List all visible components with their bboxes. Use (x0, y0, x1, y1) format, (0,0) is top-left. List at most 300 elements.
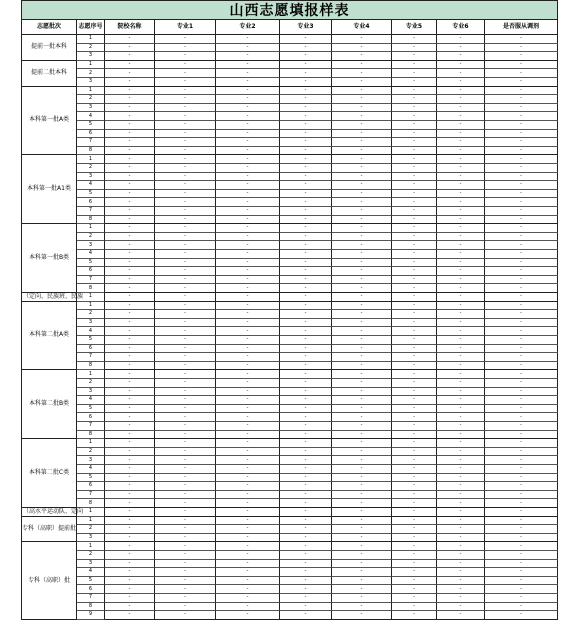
empty-cell: - (485, 241, 558, 250)
empty-cell: - (155, 362, 216, 371)
empty-cell: - (155, 44, 216, 53)
empty-cell: - (437, 370, 485, 379)
empty-cell: - (105, 138, 155, 147)
empty-cell: - (485, 560, 558, 569)
choice-number: 4 (77, 396, 105, 405)
choice-number: 3 (77, 456, 105, 465)
empty-cell: - (332, 422, 392, 431)
choice-number: 7 (77, 594, 105, 603)
empty-cell: - (485, 362, 558, 371)
empty-cell: - (392, 594, 437, 603)
empty-cell: - (332, 155, 392, 164)
choice-number: 7 (77, 422, 105, 431)
empty-cell: - (280, 551, 332, 560)
empty-cell: - (392, 155, 437, 164)
empty-cell: - (437, 241, 485, 250)
empty-cell: - (216, 482, 280, 491)
empty-cell: - (216, 224, 280, 233)
empty-cell: - (280, 44, 332, 53)
empty-cell: - (280, 499, 332, 508)
empty-cell: - (332, 250, 392, 259)
column-header: 专业4 (332, 20, 392, 35)
empty-cell: - (392, 405, 437, 414)
empty-cell: - (105, 439, 155, 448)
empty-cell: - (155, 69, 216, 78)
choice-number: 6 (77, 345, 105, 354)
empty-cell: - (216, 61, 280, 70)
empty-cell: - (216, 560, 280, 569)
empty-cell: - (485, 542, 558, 551)
choice-number: 3 (77, 388, 105, 397)
empty-cell: - (105, 276, 155, 285)
choice-number: 7 (77, 491, 105, 500)
empty-cell: - (485, 327, 558, 336)
empty-cell: - (392, 603, 437, 612)
empty-cell: - (437, 233, 485, 242)
empty-cell: - (155, 138, 216, 147)
empty-cell: - (332, 224, 392, 233)
empty-cell: - (216, 345, 280, 354)
empty-cell: - (392, 61, 437, 70)
empty-cell: - (280, 233, 332, 242)
empty-cell: - (280, 293, 332, 302)
empty-cell: - (485, 431, 558, 440)
empty-cell: - (392, 525, 437, 534)
empty-cell: - (155, 52, 216, 61)
empty-cell: - (332, 405, 392, 414)
empty-cell: - (485, 276, 558, 285)
empty-cell: - (332, 362, 392, 371)
empty-cell: - (332, 259, 392, 268)
empty-cell: - (392, 534, 437, 543)
empty-cell: - (216, 594, 280, 603)
empty-cell: - (105, 310, 155, 319)
column-header: 专业5 (392, 20, 437, 35)
empty-cell: - (155, 396, 216, 405)
empty-cell: - (216, 293, 280, 302)
column-header: 专业2 (216, 20, 280, 35)
empty-cell: - (216, 379, 280, 388)
empty-cell: - (485, 138, 558, 147)
choice-number: 5 (77, 190, 105, 199)
empty-cell: - (392, 173, 437, 182)
choice-number: 1 (77, 542, 105, 551)
empty-cell: - (392, 585, 437, 594)
empty-cell: - (155, 439, 216, 448)
empty-cell: - (105, 379, 155, 388)
empty-cell: - (437, 448, 485, 457)
choice-number: 5 (77, 474, 105, 483)
choice-number: 6 (77, 585, 105, 594)
empty-cell: - (392, 439, 437, 448)
empty-cell: - (216, 302, 280, 311)
empty-cell: - (485, 112, 558, 121)
empty-cell: - (155, 517, 216, 526)
empty-cell: - (216, 319, 280, 328)
empty-cell: - (437, 310, 485, 319)
empty-cell: - (155, 35, 216, 44)
empty-cell: - (437, 499, 485, 508)
empty-cell: - (216, 577, 280, 586)
empty-cell: - (437, 568, 485, 577)
empty-cell: - (280, 78, 332, 87)
empty-cell: - (105, 431, 155, 440)
empty-cell: - (392, 207, 437, 216)
empty-cell: - (485, 207, 558, 216)
empty-cell: - (485, 534, 558, 543)
empty-cell: - (216, 190, 280, 199)
empty-cell: - (485, 396, 558, 405)
empty-cell: - (155, 431, 216, 440)
batch-label: 本科第二批C类 (21, 439, 77, 508)
empty-cell: - (437, 577, 485, 586)
empty-cell: - (280, 216, 332, 225)
batch-label: 本科第一批B类 (21, 224, 77, 293)
empty-cell: - (280, 474, 332, 483)
empty-cell: - (332, 69, 392, 78)
empty-cell: - (485, 224, 558, 233)
empty-cell: - (332, 379, 392, 388)
empty-cell: - (392, 560, 437, 569)
empty-cell: - (392, 422, 437, 431)
empty-cell: - (437, 525, 485, 534)
empty-cell: - (280, 190, 332, 199)
empty-cell: - (485, 439, 558, 448)
empty-cell: - (392, 388, 437, 397)
empty-cell: - (485, 603, 558, 612)
empty-cell: - (155, 422, 216, 431)
empty-cell: - (437, 78, 485, 87)
empty-cell: - (216, 112, 280, 121)
empty-cell: - (332, 551, 392, 560)
empty-cell: - (485, 198, 558, 207)
empty-cell: - (105, 198, 155, 207)
choice-number: 3 (77, 560, 105, 569)
empty-cell: - (437, 224, 485, 233)
empty-cell: - (280, 585, 332, 594)
empty-cell: - (216, 448, 280, 457)
empty-cell: - (392, 465, 437, 474)
empty-cell: - (155, 216, 216, 225)
empty-cell: - (280, 284, 332, 293)
empty-cell: - (392, 233, 437, 242)
empty-cell: - (105, 78, 155, 87)
choice-number: 1 (77, 293, 105, 302)
empty-cell: - (105, 293, 155, 302)
empty-cell: - (155, 147, 216, 156)
empty-cell: - (155, 534, 216, 543)
choice-number: 1 (77, 155, 105, 164)
empty-cell: - (280, 241, 332, 250)
choice-number: 8 (77, 284, 105, 293)
empty-cell: - (105, 164, 155, 173)
batch-label: 本科第二批A类 (21, 302, 77, 371)
empty-cell: - (155, 611, 216, 620)
batch-label: 提前一批本科 (21, 35, 77, 61)
empty-cell: - (155, 370, 216, 379)
empty-cell: - (332, 138, 392, 147)
empty-cell: - (437, 284, 485, 293)
empty-cell: - (332, 611, 392, 620)
batch-label: 专科（高职）提前批 (21, 517, 77, 543)
empty-cell: - (216, 233, 280, 242)
empty-cell: - (280, 482, 332, 491)
choice-number: 3 (77, 173, 105, 182)
choice-number: 5 (77, 121, 105, 130)
empty-cell: - (437, 190, 485, 199)
empty-cell: - (485, 155, 558, 164)
empty-cell: - (392, 431, 437, 440)
empty-cell: - (280, 379, 332, 388)
empty-cell: - (332, 396, 392, 405)
choice-number: 9 (77, 611, 105, 620)
empty-cell: - (105, 603, 155, 612)
empty-cell: - (392, 542, 437, 551)
empty-cell: - (280, 138, 332, 147)
empty-cell: - (485, 216, 558, 225)
empty-cell: - (437, 155, 485, 164)
empty-cell: - (155, 474, 216, 483)
empty-cell: - (155, 499, 216, 508)
empty-cell: - (280, 353, 332, 362)
empty-cell: - (392, 482, 437, 491)
empty-cell: - (155, 379, 216, 388)
empty-cell: - (216, 456, 280, 465)
choice-number: 8 (77, 603, 105, 612)
empty-cell: - (216, 525, 280, 534)
empty-cell: - (332, 542, 392, 551)
choice-number: 1 (77, 87, 105, 96)
empty-cell: - (280, 310, 332, 319)
empty-cell: - (485, 250, 558, 259)
empty-cell: - (280, 560, 332, 569)
empty-cell: - (437, 345, 485, 354)
empty-cell: - (105, 560, 155, 569)
choice-number: 1 (77, 439, 105, 448)
empty-cell: - (392, 216, 437, 225)
empty-cell: - (105, 568, 155, 577)
empty-cell: - (437, 534, 485, 543)
empty-cell: - (392, 345, 437, 354)
choice-number: 7 (77, 353, 105, 362)
empty-cell: - (332, 560, 392, 569)
empty-cell: - (437, 327, 485, 336)
empty-cell: - (332, 302, 392, 311)
empty-cell: - (485, 482, 558, 491)
empty-cell: - (280, 345, 332, 354)
empty-cell: - (105, 456, 155, 465)
empty-cell: - (485, 474, 558, 483)
empty-cell: - (155, 310, 216, 319)
empty-cell: - (485, 345, 558, 354)
empty-cell: - (332, 319, 392, 328)
empty-cell: - (216, 276, 280, 285)
choice-number: 2 (77, 379, 105, 388)
empty-cell: - (392, 293, 437, 302)
choice-number: 3 (77, 319, 105, 328)
empty-cell: - (485, 302, 558, 311)
empty-cell: - (280, 534, 332, 543)
empty-cell: - (155, 560, 216, 569)
empty-cell: - (105, 95, 155, 104)
empty-cell: - (485, 594, 558, 603)
empty-cell: - (105, 112, 155, 121)
empty-cell: - (280, 594, 332, 603)
empty-cell: - (392, 491, 437, 500)
empty-cell: - (437, 198, 485, 207)
empty-cell: - (216, 517, 280, 526)
empty-cell: - (332, 353, 392, 362)
empty-cell: - (485, 44, 558, 53)
empty-cell: - (216, 603, 280, 612)
empty-cell: - (105, 87, 155, 96)
empty-cell: - (105, 52, 155, 61)
empty-cell: - (437, 413, 485, 422)
empty-cell: - (280, 130, 332, 139)
empty-cell: - (216, 396, 280, 405)
empty-cell: - (485, 95, 558, 104)
choice-number: 1 (77, 370, 105, 379)
empty-cell: - (155, 241, 216, 250)
empty-cell: - (155, 190, 216, 199)
empty-cell: - (485, 611, 558, 620)
empty-cell: - (105, 534, 155, 543)
empty-cell: - (392, 130, 437, 139)
empty-cell: - (485, 551, 558, 560)
empty-cell: - (155, 482, 216, 491)
empty-cell: - (437, 95, 485, 104)
empty-cell: - (332, 233, 392, 242)
empty-cell: - (392, 319, 437, 328)
empty-cell: - (332, 164, 392, 173)
empty-cell: - (216, 104, 280, 113)
empty-cell: - (485, 413, 558, 422)
empty-cell: - (437, 61, 485, 70)
empty-cell: - (155, 465, 216, 474)
choice-number: 1 (77, 517, 105, 526)
empty-cell: - (485, 525, 558, 534)
empty-cell: - (332, 198, 392, 207)
choice-number: 2 (77, 310, 105, 319)
empty-cell: - (332, 147, 392, 156)
empty-cell: - (216, 611, 280, 620)
empty-cell: - (105, 190, 155, 199)
empty-cell: - (105, 508, 155, 517)
empty-cell: - (280, 517, 332, 526)
empty-cell: - (155, 104, 216, 113)
empty-cell: - (392, 87, 437, 96)
empty-cell: - (437, 482, 485, 491)
empty-cell: - (105, 448, 155, 457)
empty-cell: - (105, 259, 155, 268)
empty-cell: - (216, 52, 280, 61)
empty-cell: - (437, 164, 485, 173)
empty-cell: - (332, 465, 392, 474)
empty-cell: - (155, 61, 216, 70)
empty-cell: - (105, 345, 155, 354)
empty-cell: - (155, 293, 216, 302)
empty-cell: - (280, 508, 332, 517)
empty-cell: - (332, 439, 392, 448)
empty-cell: - (105, 362, 155, 371)
empty-cell: - (485, 267, 558, 276)
empty-cell: - (216, 465, 280, 474)
empty-cell: - (437, 353, 485, 362)
empty-cell: - (216, 250, 280, 259)
column-header: 志愿序号 (77, 20, 105, 35)
empty-cell: - (155, 78, 216, 87)
choice-number: 2 (77, 233, 105, 242)
empty-cell: - (485, 233, 558, 242)
empty-cell: - (216, 44, 280, 53)
empty-cell: - (437, 517, 485, 526)
empty-cell: - (392, 259, 437, 268)
empty-cell: - (332, 130, 392, 139)
empty-cell: - (392, 95, 437, 104)
empty-cell: - (280, 456, 332, 465)
empty-cell: - (216, 499, 280, 508)
empty-cell: - (105, 551, 155, 560)
empty-cell: - (280, 362, 332, 371)
batch-label: 本科第一批A类 (21, 87, 77, 156)
empty-cell: - (437, 302, 485, 311)
empty-cell: - (155, 164, 216, 173)
empty-cell: - (216, 198, 280, 207)
choice-number: 2 (77, 95, 105, 104)
empty-cell: - (280, 542, 332, 551)
empty-cell: - (437, 319, 485, 328)
empty-cell: - (155, 388, 216, 397)
empty-cell: - (485, 388, 558, 397)
choice-number: 7 (77, 207, 105, 216)
choice-number: 6 (77, 482, 105, 491)
empty-cell: - (332, 276, 392, 285)
empty-cell: - (216, 568, 280, 577)
empty-cell: - (280, 207, 332, 216)
empty-cell: - (485, 181, 558, 190)
empty-cell: - (392, 241, 437, 250)
empty-cell: - (332, 448, 392, 457)
empty-cell: - (216, 431, 280, 440)
form-table (21, 20, 558, 625)
empty-cell: - (216, 35, 280, 44)
choice-number: 4 (77, 181, 105, 190)
empty-cell: - (437, 173, 485, 182)
empty-cell: - (332, 241, 392, 250)
empty-cell: - (392, 456, 437, 465)
empty-cell: - (392, 362, 437, 371)
empty-cell: - (280, 603, 332, 612)
empty-cell: - (105, 542, 155, 551)
empty-cell: - (280, 173, 332, 182)
empty-cell: - (437, 405, 485, 414)
empty-cell: - (216, 370, 280, 379)
empty-cell: - (437, 336, 485, 345)
empty-cell: - (280, 568, 332, 577)
empty-cell: - (485, 491, 558, 500)
choice-number: 4 (77, 568, 105, 577)
empty-cell: - (280, 104, 332, 113)
empty-cell: - (485, 577, 558, 586)
empty-cell: - (280, 396, 332, 405)
empty-cell: - (332, 603, 392, 612)
empty-cell: - (280, 491, 332, 500)
empty-cell: - (437, 439, 485, 448)
empty-cell: - (485, 568, 558, 577)
empty-cell: - (105, 577, 155, 586)
empty-cell: - (105, 181, 155, 190)
empty-cell: - (437, 551, 485, 560)
